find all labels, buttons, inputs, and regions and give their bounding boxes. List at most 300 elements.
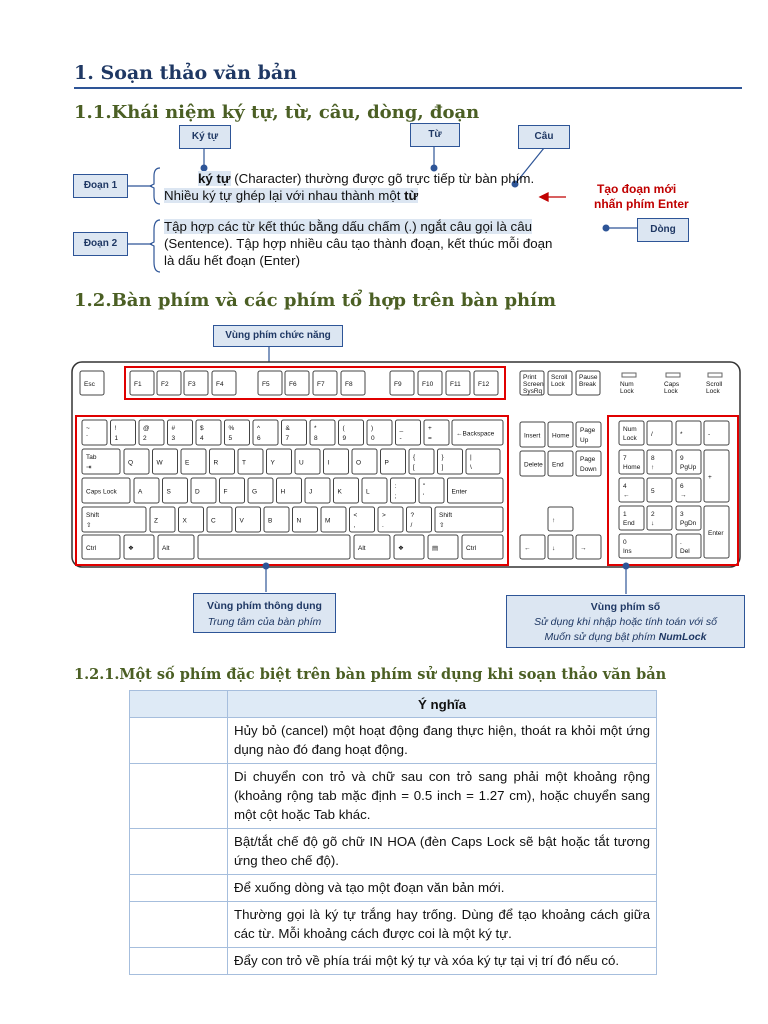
key-ctrl-right-label: Ctrl	[466, 545, 477, 552]
key-row2-10-label: [	[413, 464, 415, 471]
key-f3[interactable]	[184, 371, 208, 395]
key-caps-lock-label: Caps Lock	[86, 488, 117, 496]
indicator-light	[708, 373, 722, 377]
key-row1-1-label: !	[114, 425, 117, 432]
key-caps-lock[interactable]	[82, 478, 130, 503]
key-menu-label: ▤	[432, 545, 439, 552]
key-row4-8-label: .	[382, 522, 384, 529]
key-row1-12-label: =	[428, 435, 432, 442]
table-header-row	[130, 691, 657, 718]
numpad-sym-label: *	[680, 431, 683, 438]
label-ky-tu: Ký tự	[179, 125, 231, 149]
key-row3-10-label: "	[423, 483, 426, 490]
key-row4-7[interactable]	[350, 507, 375, 532]
key-row4-6[interactable]	[321, 507, 346, 532]
key-row1-12-label: +	[428, 425, 432, 432]
key-row2-7[interactable]	[324, 449, 349, 474]
key-row2-12[interactable]	[466, 449, 500, 474]
key-row4-0[interactable]	[150, 507, 175, 532]
key-row1-3-label: 3	[171, 435, 176, 442]
key-row2-1-label: W	[156, 459, 163, 467]
meaning-cell: Thường gọi là ký tự trắng hay trống. Dùng để tạo khoảng cách giữa các từ. Mỗi khoảng cách được coi là một ký tự.	[228, 902, 657, 948]
key-esc[interactable]	[80, 371, 104, 395]
numpad-sym-label: /	[651, 431, 653, 438]
key-pause-label: Pause	[579, 374, 598, 381]
key-row1-6[interactable]	[253, 420, 278, 445]
key-row3-3-label: F	[223, 488, 228, 496]
key-row1-10[interactable]	[367, 420, 392, 445]
numpad-8-label: ↑	[651, 464, 655, 471]
numpad-1-label: End	[623, 520, 635, 527]
key-insert[interactable]	[520, 422, 545, 447]
key-f2[interactable]	[157, 371, 181, 395]
table-row	[130, 875, 657, 902]
key-f7[interactable]	[313, 371, 337, 395]
key-shift-right-label: Shift	[439, 512, 453, 519]
key-row4-4-label: B	[268, 517, 273, 525]
key-row1-9[interactable]	[339, 420, 364, 445]
numeric-zone-dot	[623, 563, 630, 570]
key-row1-5-label: %	[228, 425, 235, 432]
key-row4-4[interactable]	[264, 507, 289, 532]
key-arrow-right-label: →	[580, 545, 587, 552]
key-cell	[130, 948, 228, 975]
key-row3-2-label: D	[195, 488, 200, 496]
key-row3-4-label: G	[252, 488, 258, 496]
numeric-zone-line-2-pre: Muốn sử dụng bật phím	[544, 631, 659, 643]
key-f8-label: F8	[345, 381, 353, 388]
key-f6-label: F6	[289, 381, 297, 388]
key-f9[interactable]	[390, 371, 414, 395]
key-row4-8-label: >	[382, 512, 386, 519]
key-row4-2[interactable]	[207, 507, 232, 532]
label-cau: Câu	[518, 125, 570, 149]
key-row3-7-label: K	[337, 488, 342, 496]
key-row1-6-label: 6	[257, 435, 261, 442]
key-cell	[130, 829, 228, 875]
key-row2-9[interactable]	[381, 449, 406, 474]
key-alt-right[interactable]	[354, 535, 390, 559]
key-row1-3-label: #	[171, 425, 176, 432]
key-row2-5[interactable]	[267, 449, 292, 474]
key-row4-1[interactable]	[179, 507, 204, 532]
numpad-8-label: 8	[651, 455, 655, 462]
key-row1-10-label: )	[371, 425, 374, 432]
key-enter-label: Enter	[451, 488, 468, 496]
numeric-zone-line-1: Sử dụng khi nhập hoặc tính toán với số	[534, 616, 717, 628]
key-arrow-up[interactable]	[548, 507, 573, 531]
key-row1-5[interactable]	[225, 420, 250, 445]
key-row2-7-label: I	[327, 459, 330, 467]
key-row2-2[interactable]	[181, 449, 206, 474]
common-zone-subtitle: Trung tâm của bàn phím	[207, 616, 322, 628]
paragraph-1-line-2-pre: Nhiều ký tự ghép lại với nhau thành một	[164, 188, 405, 203]
section-title: Bàn phím và các phím tổ hợp trên bàn phím	[111, 290, 557, 311]
paragraph-2-line-1-text: Tập hợp các từ kết thúc bằng dấu chấm (.) ngắt câu gọi là câu	[164, 219, 532, 234]
table-row	[130, 718, 657, 764]
numpad-6[interactable]	[676, 478, 701, 502]
key-win-left[interactable]	[124, 535, 154, 559]
key-row3-1-label: S	[166, 488, 171, 496]
numpad-3-label: 3	[680, 511, 684, 518]
heading-1-number: 1.	[74, 62, 94, 84]
new-paragraph-note-line-1: Tạo đoạn mới	[597, 182, 677, 196]
numpad-2-label: ↓	[651, 520, 655, 527]
key-row2-12-label: \	[470, 464, 472, 471]
paragraph-2-line-3: là dấu hết đoạn (Enter)	[164, 253, 301, 268]
key-row2-11-label: }	[441, 454, 444, 461]
key-row1-4-label: $	[200, 425, 204, 432]
key-row2-8-label: O	[356, 459, 362, 467]
key-print-label: Print	[523, 374, 537, 381]
numeric-zone-box	[506, 595, 745, 648]
key-row3-4[interactable]	[248, 478, 273, 503]
key-row2-12-label: |	[470, 454, 472, 461]
key-row2-1[interactable]	[153, 449, 178, 474]
key-arrow-left[interactable]	[520, 535, 545, 559]
key-row3-8-label: L	[366, 488, 370, 496]
paragraph-2-line-2: (Sentence). Tập hợp nhiều câu tạo thành đoạn, kết thúc mỗi đoạn	[164, 236, 553, 251]
key-f6[interactable]	[285, 371, 309, 395]
key-row1-7-label: &	[285, 425, 290, 432]
key-row2-0[interactable]	[124, 449, 149, 474]
key-row1-2-label: 2	[143, 435, 147, 442]
key-win-left-label: ❖	[128, 545, 134, 552]
key-delete-label: Delete	[524, 461, 543, 469]
key-row4-9-label: ?	[410, 512, 415, 519]
numpad-8[interactable]	[647, 450, 672, 474]
key-row3-6-label: J	[309, 488, 313, 496]
key-page-up-label: Page	[580, 427, 596, 434]
numpad-5[interactable]	[647, 478, 672, 502]
key-page-up[interactable]	[576, 422, 601, 447]
numpad-numlock[interactable]	[619, 421, 644, 445]
key-tab-label: ⇥	[86, 464, 92, 471]
key-backspace-label: ←Backspace	[456, 430, 495, 438]
numpad-sym-label: -	[708, 431, 711, 438]
key-row1-8[interactable]	[310, 420, 335, 445]
numpad-plus[interactable]	[704, 450, 729, 502]
key-page-down-label: Down	[580, 466, 597, 473]
key-row1-11[interactable]	[396, 420, 421, 445]
key-cell	[130, 718, 228, 764]
section-number: 1.2.	[74, 290, 112, 311]
key-row1-4[interactable]	[196, 420, 221, 445]
section-1-2-1-heading	[74, 666, 666, 683]
key-row2-11[interactable]	[438, 449, 463, 474]
numpad-7[interactable]	[619, 450, 644, 474]
key-f4-label: F4	[216, 381, 224, 388]
key-row2-4-label: T	[242, 459, 246, 467]
key-page-down-label: Page	[580, 456, 596, 463]
key-row3-0[interactable]	[134, 478, 159, 503]
numpad-dot-label: .	[680, 539, 682, 546]
key-print-label: SysRq	[523, 388, 543, 395]
indicator-label: Lock	[664, 388, 678, 395]
key-row1-9-label: (	[342, 425, 345, 432]
key-row1-12[interactable]	[424, 420, 449, 445]
indicator-label: Lock	[620, 388, 634, 395]
key-row1-2[interactable]	[139, 420, 164, 445]
numpad-3-label: PgDn	[680, 520, 697, 527]
key-row2-4[interactable]	[238, 449, 263, 474]
key-f4[interactable]	[212, 371, 236, 395]
numpad-4[interactable]	[619, 478, 644, 502]
key-f3-label: F3	[188, 381, 196, 388]
key-f10[interactable]	[418, 371, 442, 395]
key-row4-2-label: C	[211, 517, 216, 525]
key-pause[interactable]	[576, 371, 600, 395]
key-row1-4-label: 4	[200, 435, 204, 442]
key-f7-label: F7	[317, 381, 325, 388]
numpad-9-label: 9	[680, 455, 684, 462]
key-row3-3[interactable]	[220, 478, 245, 503]
key-delete[interactable]	[520, 451, 545, 476]
meaning-cell: Đẩy con trỏ về phía trái một ký tự và xóa ký tự tại vị trí đó nếu có.	[228, 948, 657, 975]
key-f12[interactable]	[474, 371, 498, 395]
key-arrow-down[interactable]	[548, 535, 573, 559]
key-row4-7-label: <	[353, 512, 358, 519]
key-home[interactable]	[548, 422, 573, 447]
common-zone-dot	[263, 563, 270, 570]
numpad-6-label: →	[680, 492, 687, 499]
key-row2-6-label: U	[299, 459, 304, 467]
key-shift-left-label: Shift	[86, 512, 100, 519]
key-row3-8[interactable]	[362, 478, 387, 503]
key-row3-7[interactable]	[334, 478, 359, 503]
key-row3-9-label: ;	[394, 493, 397, 500]
indicator-label: Caps	[664, 381, 680, 388]
key-row1-10-label: 0	[371, 435, 375, 442]
key-insert-label: Insert	[524, 432, 541, 440]
key-row4-8[interactable]	[378, 507, 403, 532]
key-end[interactable]	[548, 451, 573, 476]
numpad-0[interactable]	[619, 534, 672, 558]
key-shift-left[interactable]	[82, 507, 146, 532]
key-page-down[interactable]	[576, 451, 601, 476]
key-row1-0-label: ~	[86, 425, 90, 432]
key-scroll[interactable]	[548, 371, 572, 395]
key-f2-label: F2	[161, 381, 169, 388]
key-row3-2[interactable]	[191, 478, 216, 503]
key-row4-5[interactable]	[293, 507, 318, 532]
numpad-6-label: 6	[680, 483, 684, 490]
label-dong: Dòng	[637, 218, 689, 242]
function-zone-label: Vùng phím chức năng	[213, 325, 343, 347]
new-paragraph-note-line-2: nhấn phím Enter	[594, 197, 689, 211]
numpad-9-label: PgUp	[680, 464, 697, 471]
key-home-label: Home	[552, 432, 570, 440]
numpad-2[interactable]	[647, 506, 672, 530]
key-space-cap	[198, 535, 350, 559]
key-print-label: Screen	[523, 381, 544, 388]
key-arrow-down-label: ↓	[552, 545, 556, 552]
key-row3-6[interactable]	[305, 478, 330, 503]
key-f11[interactable]	[446, 371, 470, 395]
key-row4-9-label: /	[410, 522, 413, 529]
key-row3-5[interactable]	[277, 478, 302, 503]
key-cell	[130, 875, 228, 902]
section-number: 1.2.1.	[74, 666, 120, 683]
key-row1-1-label: 1	[114, 435, 119, 442]
indicator-label: Scroll	[706, 381, 723, 388]
common-zone-title: Vùng phím thông dụng	[207, 600, 322, 612]
heading-1-text: Soạn thảo văn bản	[100, 62, 297, 84]
key-alt-right-label: Alt	[358, 545, 366, 552]
key-end-label: End	[552, 461, 564, 469]
key-row1-7[interactable]	[282, 420, 307, 445]
key-row1-0[interactable]	[82, 420, 107, 445]
key-win-right-label: ❖	[398, 545, 404, 552]
numpad-numlock-label: Num	[623, 426, 637, 433]
key-f5[interactable]	[258, 371, 282, 395]
key-ctrl-right[interactable]	[462, 535, 503, 559]
key-row1-0-label: `	[86, 435, 89, 442]
key-arrow-up-label: ↑	[552, 517, 556, 524]
meaning-cell: Hủy bỏ (cancel) một hoạt động đang thực hiện, thoát ra khỏi một ứng dụng nào đó đang hoạt động.	[228, 718, 657, 764]
key-row1-3[interactable]	[168, 420, 193, 445]
numpad-enter[interactable]	[704, 506, 729, 558]
meaning-cell: Để xuống dòng và tạo một đoạn văn bản mới.	[228, 875, 657, 902]
key-row4-6-label: M	[325, 517, 331, 525]
key-ctrl-left[interactable]	[82, 535, 120, 559]
numpad-5-label: 5	[651, 488, 655, 495]
key-row2-8[interactable]	[352, 449, 377, 474]
key-row2-6[interactable]	[295, 449, 320, 474]
key-row4-0-label: Z	[154, 517, 158, 525]
meaning-cell: Bật/tắt chế độ gõ chữ IN HOA (đèn Caps Lock sẽ bật hoặc tắt tương ứng theo chế độ).	[228, 829, 657, 875]
key-shift-right-label: ⇧	[439, 522, 445, 529]
key-row1-2-label: @	[143, 425, 150, 432]
key-f10-label: F10	[422, 381, 434, 388]
numeric-zone-line-2	[507, 630, 744, 645]
key-space[interactable]	[198, 535, 350, 559]
key-row1-7-label: 7	[285, 435, 290, 442]
common-zone-box	[193, 593, 336, 633]
key-menu[interactable]	[428, 535, 458, 559]
key-row4-5-label: N	[296, 517, 302, 525]
key-esc-label: Esc	[84, 381, 95, 388]
key-tab-label: Tab	[86, 454, 97, 461]
key-row4-3[interactable]	[236, 507, 261, 532]
key-arrow-left-label: ←	[524, 545, 531, 552]
key-page-up-label: Up	[580, 437, 589, 444]
key-alt-left[interactable]	[158, 535, 194, 559]
key-row1-1[interactable]	[111, 420, 136, 445]
key-shift-right[interactable]	[435, 507, 503, 532]
indicator-label: Num	[620, 381, 634, 388]
label-tu: Từ	[410, 123, 460, 147]
key-row2-10[interactable]	[409, 449, 434, 474]
numpad-sym[interactable]	[647, 421, 672, 445]
section-title: Khái niệm ký tự, từ, câu, dòng, đoạn	[111, 102, 480, 123]
key-f9-label: F9	[394, 381, 402, 388]
numlock-word: NumLock	[658, 631, 707, 643]
key-row4-3-label: V	[239, 517, 244, 525]
key-f11-label: F11	[450, 381, 461, 388]
key-scroll-label: Lock	[551, 381, 565, 388]
numpad-0-label: 0	[623, 539, 627, 546]
key-backspace[interactable]	[452, 420, 503, 445]
key-cell	[130, 902, 228, 948]
numeric-zone-title: Vùng phím số	[590, 601, 661, 613]
numpad-enter-label: Enter	[708, 530, 724, 537]
key-arrow-right[interactable]	[576, 535, 601, 559]
numpad-4-label: ←	[623, 492, 630, 499]
key-row4-9[interactable]	[407, 507, 432, 532]
key-f12-label: F12	[478, 381, 490, 388]
key-row4-7-label: ,	[353, 522, 356, 529]
key-row1-11-label: -	[399, 435, 402, 442]
key-row2-10-label: {	[413, 454, 416, 461]
meaning-cell: Di chuyển con trỏ và chữ sau con trỏ sang phải một khoảng rộng (khoảng rộng tab mặc định = 0.5 inch = 1.27 cm), hoặc chuyển sang một cột hoặc Tab khác.	[228, 764, 657, 829]
numpad-7-label: 7	[623, 455, 627, 462]
numpad-sym[interactable]	[704, 421, 729, 445]
numpad-1-label: 1	[623, 511, 627, 518]
numpad-dot-label: Del	[680, 548, 690, 555]
section-title: Một số phím đặc biệt trên bàn phím sử dụng khi soạn thảo văn bản	[119, 666, 667, 683]
key-scroll-label: Scroll	[551, 374, 568, 381]
numpad-7-label: Home	[623, 464, 641, 471]
key-row2-0-label: Q	[128, 459, 134, 467]
numpad-dot[interactable]	[676, 534, 701, 558]
key-row1-11-label: _	[399, 425, 404, 432]
section-number: 1.1.	[74, 102, 112, 123]
key-print[interactable]	[520, 371, 544, 395]
key-row2-11-label: ]	[441, 464, 444, 471]
numpad-3[interactable]	[676, 506, 701, 530]
key-row2-9-label: P	[384, 459, 389, 467]
key-row3-5-label: H	[280, 488, 286, 496]
key-row1-6-label: ^	[257, 425, 261, 432]
key-win-right[interactable]	[394, 535, 424, 559]
key-row1-8-label: *	[314, 425, 317, 432]
key-f8[interactable]	[341, 371, 365, 395]
key-row2-3[interactable]	[210, 449, 235, 474]
numpad-sym[interactable]	[676, 421, 701, 445]
key-enter[interactable]	[448, 478, 504, 503]
key-f1-label: F1	[134, 381, 142, 388]
numpad-9[interactable]	[676, 450, 701, 474]
numpad-1[interactable]	[619, 506, 644, 530]
special-keys-table	[129, 690, 657, 975]
table-row	[130, 902, 657, 948]
label-doan-1: Đoạn 1	[73, 174, 128, 198]
key-shift-left-cap	[82, 507, 146, 532]
table-header-key	[130, 691, 228, 718]
key-row3-0-label: A	[138, 488, 143, 496]
key-row3-9[interactable]	[391, 478, 416, 503]
key-row1-8-label: 8	[314, 435, 318, 442]
label-doan-2: Đoạn 2	[73, 232, 128, 256]
key-row3-10[interactable]	[419, 478, 444, 503]
key-tab[interactable]	[82, 449, 120, 474]
key-row2-2-label: E	[185, 459, 190, 467]
key-shift-right-cap	[435, 507, 503, 532]
key-row1-5-label: 5	[228, 435, 233, 442]
table-row	[130, 948, 657, 975]
key-cell	[130, 764, 228, 829]
key-row2-5-label: Y	[270, 459, 275, 467]
key-alt-left-label: Alt	[162, 545, 170, 552]
numpad-numlock-label: Lock	[623, 435, 637, 442]
key-f5-label: F5	[262, 381, 270, 388]
word-tu: từ	[404, 188, 419, 203]
table-row	[130, 764, 657, 829]
key-row3-1[interactable]	[163, 478, 188, 503]
key-row3-10-label: '	[423, 493, 425, 500]
key-f1[interactable]	[130, 371, 154, 395]
